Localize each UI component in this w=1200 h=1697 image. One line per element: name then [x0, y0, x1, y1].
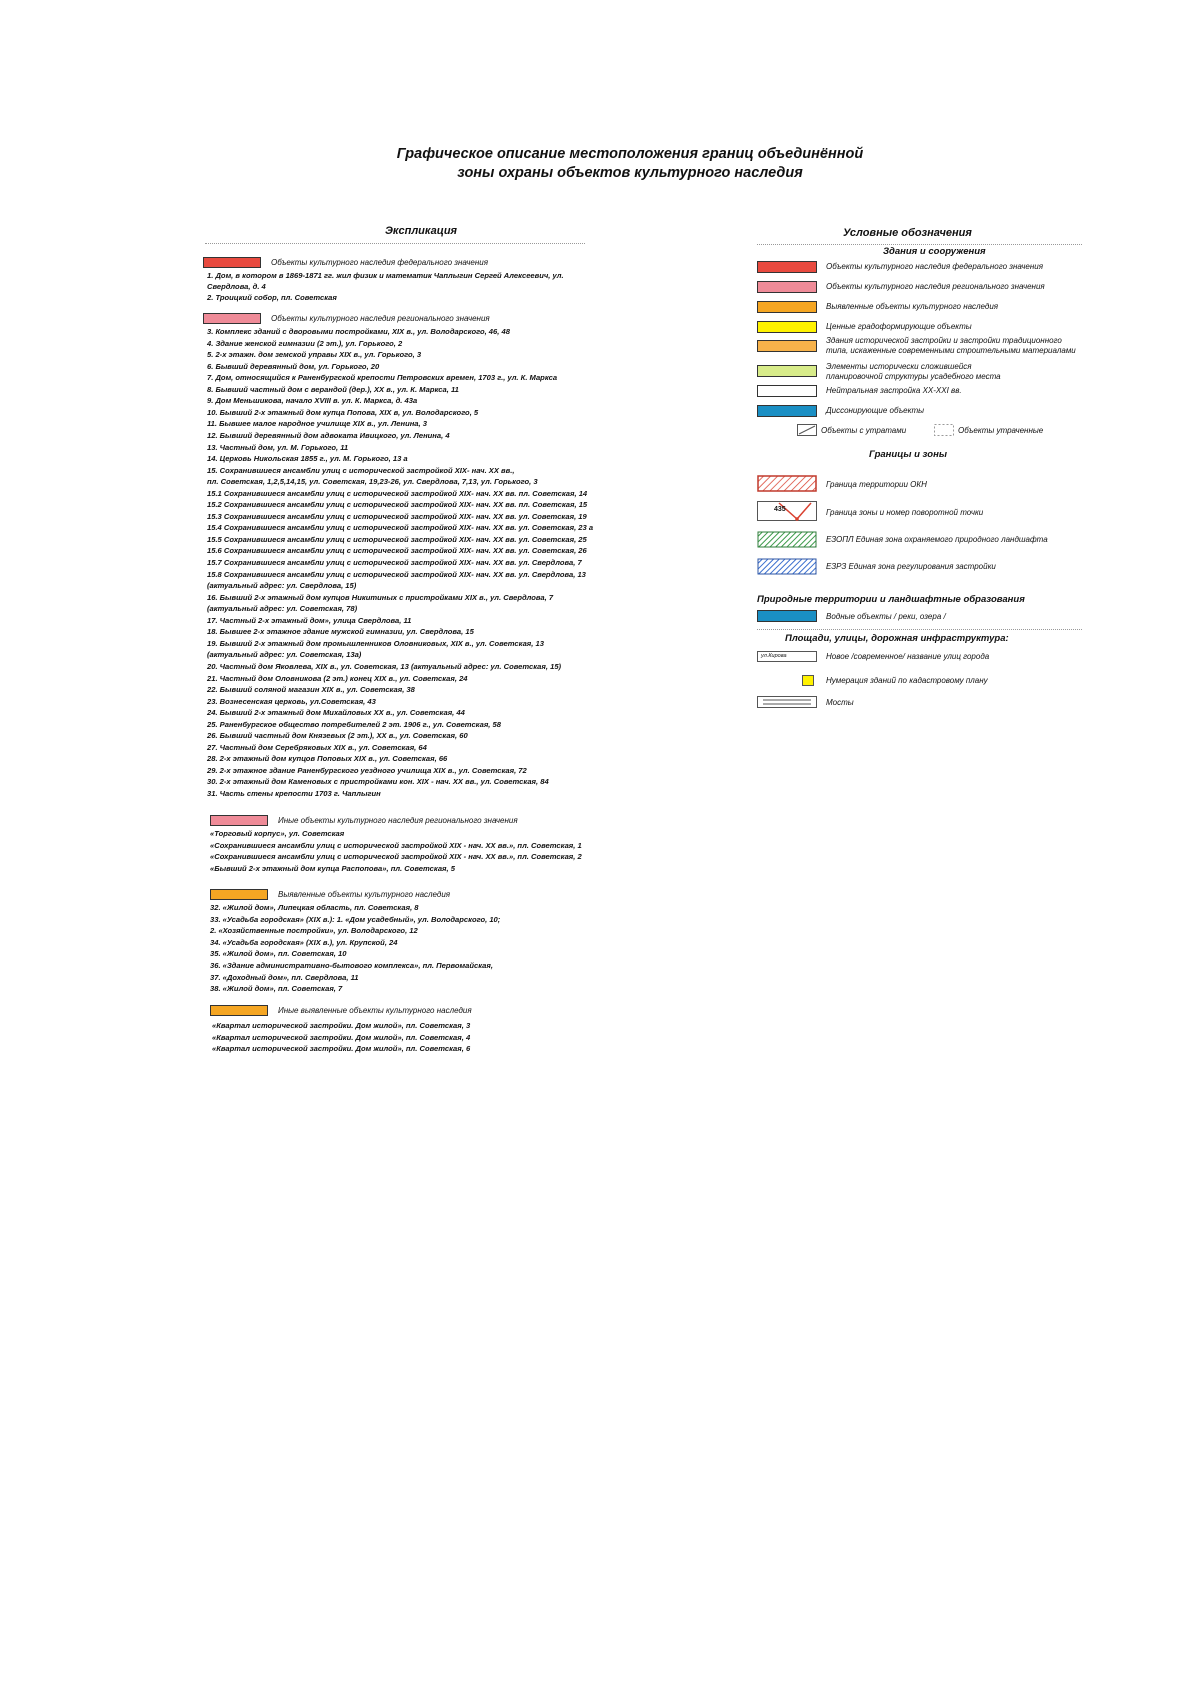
explication-item: (актуальный адрес: ул. Советская, 13а) [207, 650, 362, 660]
legend-swatch-dissonant [757, 405, 817, 417]
explication-item: 31. Часть стены крепости 1703 г. Чаплыгин [207, 789, 381, 798]
buildings-heading: Здания и сооружения [883, 246, 986, 257]
ezopl-zone-icon [757, 531, 817, 548]
ezrz-zone-icon [757, 558, 817, 575]
legend-swatch-identified [757, 301, 817, 313]
infra-heading: Площади, улицы, дорожная инфраструктура: [785, 633, 1009, 644]
explication-item: «Квартал исторической застройки. Дом жилой», пл. Советская, 4 [212, 1032, 471, 1042]
explication-item: 11. Бывшее малое народное училище XIX в., ул. Ленина, 3 [207, 419, 427, 429]
explication-item: 38. «Жилой дом», пл. Советская, 7 [210, 984, 343, 994]
other-identified-swatch [210, 1005, 268, 1016]
bridges-label: Мосты [826, 698, 854, 707]
legend-label-dissonant: Диссонирующие объекты [826, 406, 925, 415]
legend-label-identified: Выявленные объекты культурного наследия [826, 302, 999, 311]
water-label: Водные объекты / реки, озера / [826, 612, 946, 621]
explication-item: 8. Бывший частный дом с верандой (дер.), XX в., ул. К. Маркса, 11 [207, 384, 459, 394]
explication-item: 13. Частный дом, ул. М. Горького, 11 [207, 442, 349, 452]
losses-icon [797, 424, 817, 436]
explication-item: 15.4 Сохранившиеся ансамбли улиц с исторической застройкой XIX- нач. XX вв. ул. Советская, 23 а [207, 523, 594, 533]
legend-rule [757, 244, 1082, 245]
legend-label-federal: Объекты культурного наследия федерального значения [826, 262, 1043, 271]
explication-item: «Квартал исторической застройки. Дом жилой», пл. Советская, 6 [212, 1044, 471, 1054]
explication-item: (актуальный адрес: ул. Советская, 78) [207, 604, 358, 614]
legend-swatch-regional [757, 281, 817, 293]
explication-item: 29. 2-х этажное здание Раненбургского уездного училища XIX в., ул. Советская, 72 [207, 765, 527, 775]
legend-label-neutral: Нейтральная застройка XX-XXI вв. [826, 386, 962, 395]
street-label: Новое /современное/ название улиц города [826, 652, 990, 661]
legend-swatch-federal [757, 261, 817, 273]
explication-item: 15.3 Сохранившиеся ансамбли улиц с исторической застройкой XIX- нач. XX вв. ул. Советская, 19 [207, 511, 587, 521]
regional-group-label: Объекты культурного наследия регионального значения [271, 314, 490, 323]
explication-item: 15.8 Сохранившиеся ансамбли улиц с исторической застройкой XIX- нач. XX вв. ул. Свердлова, 13 [207, 569, 586, 579]
explication-item: 21. Частный дом Оловникова (2 эт.) конец XIX в., ул. Советская, 24 [207, 673, 468, 683]
document-title-line1: Графическое описание местоположения границ объединённой [396, 146, 864, 162]
identified-swatch [210, 889, 268, 900]
explication-item: 20. Частный дом Яковлева, XIX в., ул. Советская, 13 (актуальный адрес: ул. Советская, 15) [207, 661, 562, 671]
explication-item: 32. «Жилой дом», Липецкая область, пл. Советская, 8 [210, 903, 419, 912]
explication-item: 1. Дом, в котором в 1869-1871 гг. жил физик и математик Чаплыгин Сергей Алексеевич, ул. [207, 271, 564, 280]
legend-label-okn-boundary: Граница территории ОКН [826, 480, 927, 489]
legend-swatch-valuable [757, 321, 817, 333]
federal-swatch [203, 257, 261, 268]
explication-item: 23. Вознесенская церковь, ул.Советская, 43 [207, 696, 376, 706]
explication-item: 12. Бывший деревянный дом адвоката Ивицкого, ул. Ленина, 4 [207, 430, 450, 440]
okn-boundary-icon [757, 475, 817, 492]
explication-item: (актуальный адрес: ул. Свердлова, 15) [207, 581, 357, 591]
identified-group-label: Выявленные объекты культурного наследия [278, 890, 451, 899]
explication-item: 16. Бывший 2-х этажный дом купцов Никитиных с пристройками XIX в., ул. Свердлова, 7 [207, 592, 554, 602]
legend-label-valuable: Ценные градоформирующие объекты [826, 322, 972, 331]
explication-item: 24. Бывший 2-х этажный дом Михайловых XX в., ул. Советская, 44 [207, 708, 465, 718]
explication-item: 2. Троицкий собор, пл. Советская [207, 293, 337, 303]
other-identified-group-label: Иные выявленные объекты культурного наследия [278, 1006, 472, 1015]
explication-item: 2. «Хозяйственные постройки», ул. Володарского, 12 [210, 926, 418, 936]
explication-item: «Сохранившиеся ансамбли улиц с исторической застройкой XIX - нач. XX вв.», пл. Советская, 1 [210, 840, 582, 850]
legend-label-distorted-1: Здания исторической застройки и застройки традиционного [826, 336, 1062, 345]
explication-item: 9. Дом Меньшикова, начало XVIII в. ул. К. Маркса, д. 43а [207, 396, 418, 406]
explication-item: 6. Бывший деревянный дом, ул. Горького, 20 [207, 361, 380, 371]
explication-item: 17. Частный 2-х этажный дом», улица Свердлова, 11 [207, 615, 412, 625]
other-regional-swatch [210, 815, 268, 826]
legend-swatch-neutral [757, 385, 817, 397]
explication-item: 4. Здание женской гимназии (2 эт.), ул. Горького, 2 [207, 338, 403, 348]
lost-label: Объекты утраченные [958, 426, 1044, 435]
legend-label-zone-boundary: Граница зоны и номер поворотной точки [826, 508, 984, 517]
explication-item: 34. «Усадьба городская» (XIX в.), ул. Крупской, 24 [210, 937, 398, 947]
water-swatch [757, 610, 817, 622]
explication-heading: Экспликация [385, 225, 458, 237]
legend-rule-2 [757, 629, 1082, 630]
explication-item: 15. Сохранившиеся ансамбли улиц с исторической застройкой XIX- нач. XX вв., [207, 465, 515, 475]
legend-label-ezrz: ЕЗРЗ Единая зона регулирования застройки [826, 562, 996, 571]
explication-item: «Бывший 2-х этажный дом купца Распопова», пл. Советская, 5 [210, 863, 455, 873]
other-regional-group-label: Иные объекты культурного наследия регионального значения [278, 816, 518, 825]
explication-item: пл. Советская, 1,2,5,14,15, ул. Советская, 19,23-26, ул. Свердлова, 7,13, ул. Горького, 3 [207, 477, 538, 487]
legend-label-ezopl: ЕЗОПЛ Единая зона охраняемого природного ландшафта [826, 535, 1048, 544]
explication-item: 26. Бывший частный дом Князевых (2 эт.), XX в., ул. Советская, 60 [207, 731, 468, 741]
explication-item: 15.5 Сохранившиеся ансамбли улиц с исторической застройкой XIX- нач. XX вв. ул. Советская, 25 [207, 534, 587, 544]
explication-item: 22. Бывший соляной магазин XIX в., ул. Советская, 38 [207, 685, 415, 695]
explication-item: 15.2 Сохранившиеся ансамбли улиц с исторической застройкой XIX- нач. XX вв. пл. Советская, 15 [207, 500, 588, 510]
losses-label: Объекты с утратами [821, 426, 907, 435]
federal-group-label: Объекты культурного наследия федерального значения [271, 258, 488, 267]
explication-item: 37. «Доходный дом», пл. Свердлова, 11 [210, 972, 359, 982]
explication-item: 19. Бывший 2-х этажный дом промышленников Оловниковых, XIX в., ул. Советская, 13 [207, 638, 544, 648]
explication-item: 25. Раненбургское общество потребителей 2 эт. 1906 г., ул. Советская, 58 [207, 719, 501, 729]
bridge-icon [757, 696, 817, 708]
explication-item: «Квартал исторической застройки. Дом жилой», пл. Советская, 3 [212, 1021, 471, 1030]
legend-swatch-planning [757, 365, 817, 377]
explication-item: 35. «Жилой дом», пл. Советская, 10 [210, 949, 347, 959]
explication-item: 15.7 Сохранившиеся ансамбли улиц с исторической застройкой XIX- нач. XX вв. ул. Свердлова, 7 [207, 558, 582, 567]
legend-label-planning-2: планировочной структуры усадебного места [826, 372, 1001, 381]
natural-heading: Природные территории и ландшафтные образования [757, 594, 1025, 605]
explication-item: 18. Бывшее 2-х этажное здание мужской гимназии, ул. Свердлова, 15 [207, 627, 474, 637]
explication-item: 36. «Здание административно-бытового комплекса», пл. Первомайская, [210, 961, 493, 970]
explication-item: 10. Бывший 2-х этажный дом купца Попова, XIX в, ул. Володарского, 5 [207, 407, 479, 417]
explication-item: Свердлова, д. 4 [207, 282, 266, 292]
explication-item: «Торговый корпус», ул. Советская [210, 829, 345, 838]
legend-swatch-distorted [757, 340, 817, 352]
explication-item: 15.6 Сохранившиеся ансамбли улиц с исторической застройкой XIX- нач. XX вв. ул. Советская, 26 [207, 546, 587, 556]
document-title-line2: зоны охраны объектов культурного наследия [457, 165, 803, 181]
explication-item: 7. Дом, относящийся к Раненбургской крепости Петровских времен, 1703 г., ул. К. Маркса [207, 373, 558, 383]
zone-boundary-icon [757, 501, 817, 521]
street-sample: ул.Кирова [757, 651, 817, 662]
explication-item: 27. Частный дом Серебряковых XIX в., ул. Советская, 64 [207, 742, 427, 752]
explication-item: «Сохранившиеся ансамбли улиц с исторической застройкой XIX - нач. XX вв.», пл. Советская, 2 [210, 852, 582, 862]
legend-label-planning-1: Элементы исторически сложившейся [826, 362, 972, 371]
cadastre-label: Нумерация зданий по кадастровому плану [826, 676, 988, 685]
zones-heading: Границы и зоны [869, 449, 947, 460]
explication-item: 30. 2-х этажный дом Каменовых с пристройками кон. XIX - нач. XX вв., ул. Советская, 84 [207, 777, 549, 787]
lost-objects-icon [934, 424, 954, 436]
explication-item: 3. Комплекс зданий с дворовыми постройками, XIX в., ул. Володарского, 46, 48 [207, 327, 510, 336]
legend-label-distorted-2: типа, искаженные современными строительными материалами [826, 346, 1076, 355]
turn-point-number: 435 [774, 506, 786, 513]
cadastre-number-icon [802, 675, 814, 686]
regional-swatch [203, 313, 261, 324]
legend-label-regional: Объекты культурного наследия регионального значения [826, 282, 1045, 291]
explication-rule [205, 243, 585, 244]
explication-item: 14. Церковь Никольская 1855 г., ул. М. Горького, 13 а [207, 454, 408, 464]
explication-item: 28. 2-х этажный дом купцов Поповых XIX в., ул. Советская, 66 [207, 754, 448, 764]
explication-item: 15.1 Сохранившиеся ансамбли улиц с исторической застройкой XIX- нач. XX вв. пл. Советская, 14 [207, 488, 588, 498]
legend-heading: Условные обозначения [843, 227, 972, 239]
explication-item: 33. «Усадьба городская» (XIX в.): 1. «Дом усадебный», ул. Володарского, 10; [210, 914, 501, 924]
explication-item: 5. 2-х этажн. дом земской управы XIX в., ул. Горького, 3 [207, 350, 422, 360]
